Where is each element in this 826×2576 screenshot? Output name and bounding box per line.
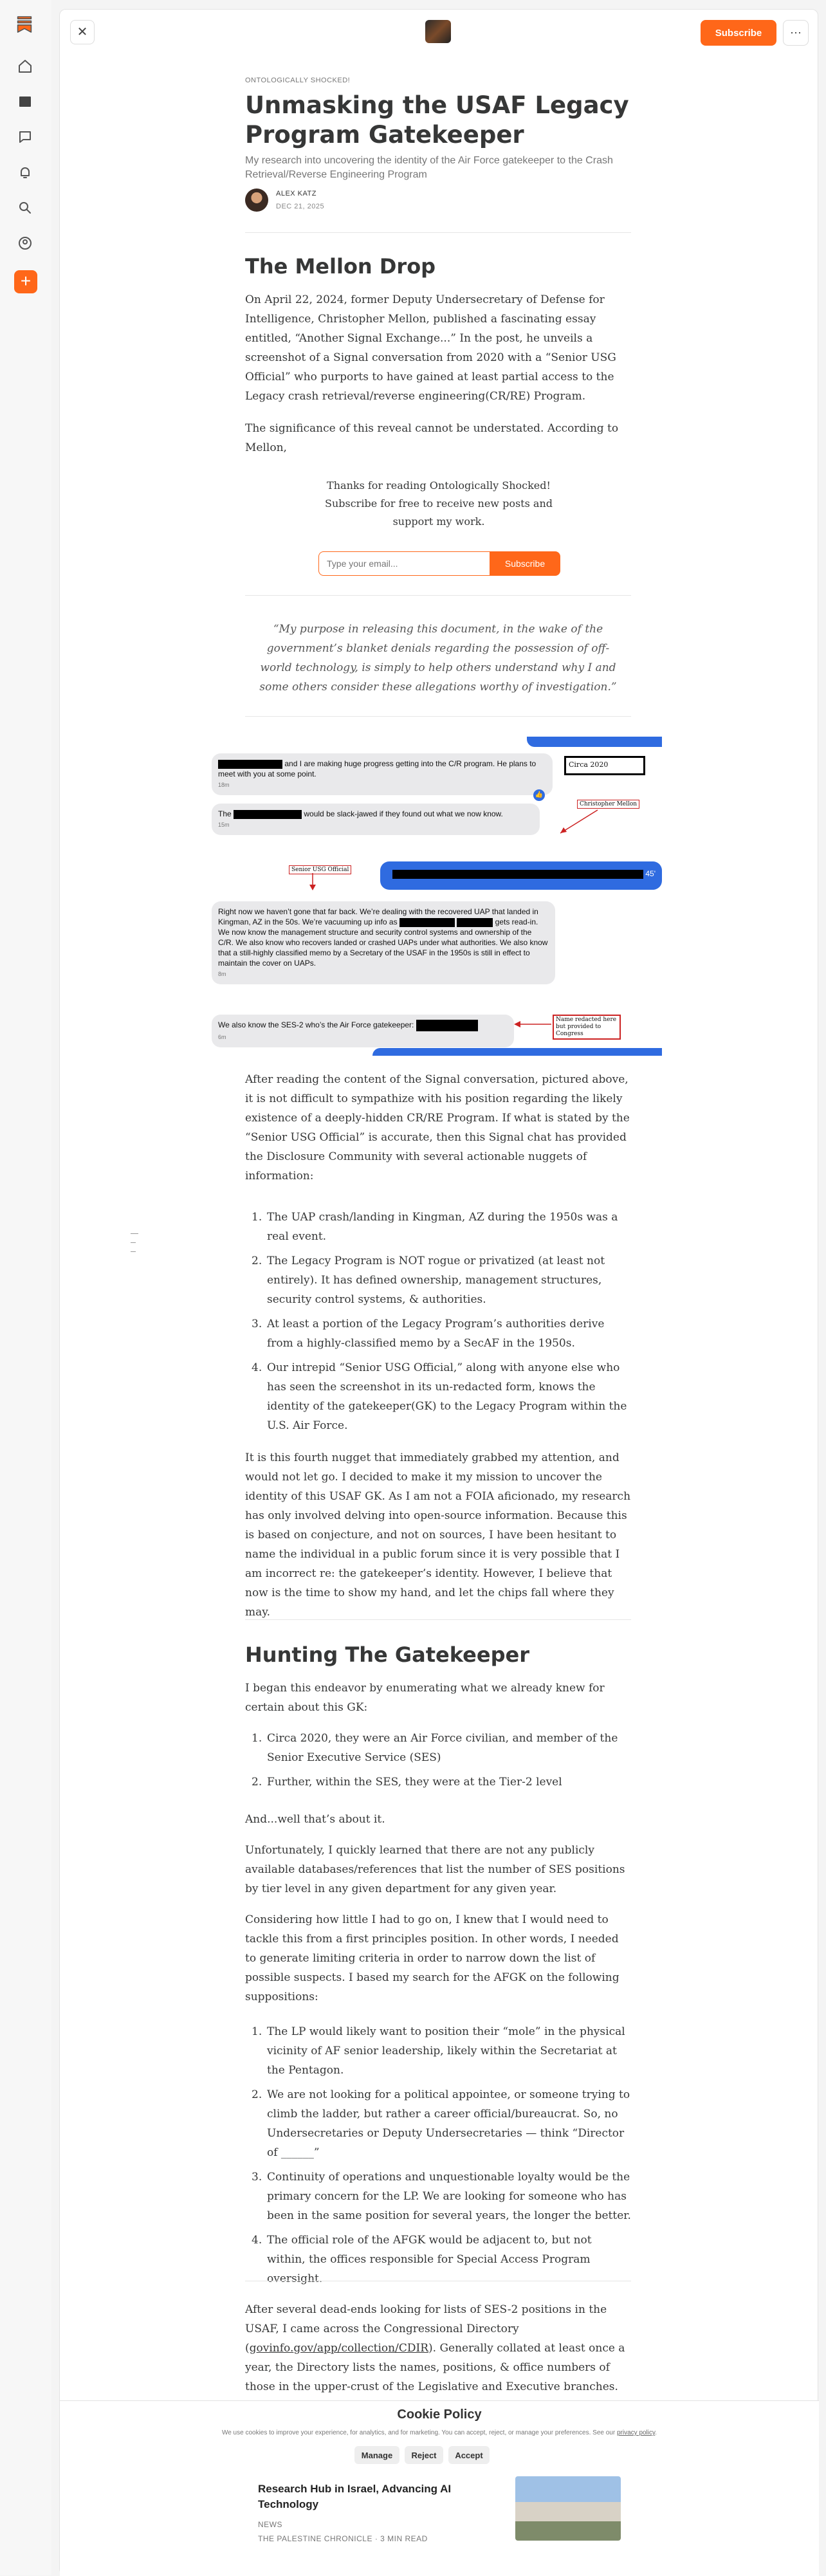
message-text: Right now we haven’t gone that far back. We’re dealing with the recovered UAP that landed in Kingman, AZ in the 50s. We’re vacuuming up info as xyxy=(218,907,538,926)
annotation-box: Circa 2020 xyxy=(564,756,645,775)
home-icon[interactable] xyxy=(15,57,35,76)
promo-meta: THE PALESTINE CHRONICLE · 3 MIN READ xyxy=(258,2534,428,2543)
cookie-manage-button[interactable]: Manage xyxy=(354,2446,399,2464)
list-item: 3. Continuity of operations and unquestionable loyalty would be the primary concern for the LP. We are looking for someone who has been in the same position for several years, the longer the better. xyxy=(252,2171,631,2222)
promo-category: NEWS xyxy=(258,2520,282,2529)
message-bubble xyxy=(212,753,553,795)
outgoing-message xyxy=(380,861,662,890)
redaction xyxy=(457,918,493,927)
list-item: 2. The Legacy Program is NOT rogue or privatized (at least not entirely). It has defined ownership, management structures, security control systems, & authorities. xyxy=(252,1255,605,1306)
annotation-label: Christopher Mellon xyxy=(577,800,639,809)
numbered-list xyxy=(245,1729,631,1792)
cdir-link[interactable]: govinfo.gov/app/collection/CDIR xyxy=(249,2342,428,2355)
chat-icon[interactable] xyxy=(15,127,35,147)
toc-marker[interactable] xyxy=(131,1242,136,1243)
subscribe-button[interactable]: Subscribe xyxy=(701,20,776,46)
recommended-article-card[interactable] xyxy=(60,2471,819,2576)
message-text: would be slack-jawed if they found out what we now know. xyxy=(304,809,503,818)
email-input[interactable] xyxy=(318,551,491,576)
list-item: 1. The LP would likely want to position their “mole” in the physical vicinity of AF senior leadership, likely within the Secretariat at the Pentagon. xyxy=(252,2025,625,2077)
search-icon[interactable] xyxy=(15,198,35,217)
message-text: The xyxy=(218,809,232,818)
numbered-list xyxy=(245,2022,631,2288)
list-item: 2. Further, within the SES, they were at the Tier-2 level xyxy=(252,1776,562,1789)
redaction xyxy=(234,810,302,819)
inbox-icon[interactable] xyxy=(15,92,35,111)
profile-icon[interactable] xyxy=(15,234,35,253)
paragraph: After several dead-ends looking for lists of SES-2 positions in the USAF, I came across the Congressional Directory (govinfo.gov/app/collection/CDIR). Generally collated at least once a year, the Directory lists the names, positions, & office numbers of those in the upper-crust of the Legislative and Executive branches. xyxy=(245,2303,625,2393)
subscribe-prompt: Thanks for reading Ontologically Shocked! Subscribe for free to receive new posts and support my work. xyxy=(325,479,553,528)
redaction xyxy=(218,760,282,769)
section-heading: Hunting The Gatekeeper xyxy=(245,1642,529,1667)
redaction xyxy=(416,1020,478,1031)
message-bubble xyxy=(212,901,555,984)
message-time: 15m xyxy=(218,822,230,828)
author-name[interactable]: ALEX KATZ xyxy=(276,190,317,198)
outgoing-message-edge xyxy=(527,737,662,747)
divider xyxy=(245,1619,631,1620)
close-button[interactable]: ✕ xyxy=(70,20,95,44)
message-time: 8m xyxy=(218,971,226,977)
create-post-button[interactable]: + xyxy=(14,270,37,293)
toc-marker[interactable] xyxy=(131,1233,138,1234)
message-time: 45' xyxy=(645,869,656,878)
bell-icon[interactable] xyxy=(15,163,35,182)
section-heading: The Mellon Drop xyxy=(245,254,436,279)
list-item: 1. The UAP crash/landing in Kingman, AZ during the 1950s was a real event. xyxy=(252,1211,618,1243)
cookie-title: Cookie Policy xyxy=(397,2407,482,2422)
divider xyxy=(245,232,631,233)
reaction-icon: 👍 xyxy=(533,789,545,801)
subscribe-email-button[interactable]: Subscribe xyxy=(490,551,560,576)
paragraph: I began this endeavor by enumerating what we already knew for certain about this GK: xyxy=(245,1682,605,1714)
paragraph: And...well that’s about it. xyxy=(245,1813,385,1826)
more-options-button[interactable]: ⋯ xyxy=(783,20,809,46)
outgoing-message-edge xyxy=(372,1048,662,1056)
top-bar xyxy=(60,10,819,55)
promo-image[interactable] xyxy=(515,2476,621,2541)
numbered-list xyxy=(245,1208,631,1435)
annotation-box: Name redacted here but provided to Congress xyxy=(553,1015,621,1040)
paragraph: Unfortunately, I quickly learned that there are not any publicly available databases/references that list the number of SES positions by tier level in any given department for any given year. xyxy=(245,1844,625,1895)
list-item: 3. At least a portion of the Legacy Program’s authorities derive from a highly-classified memo by a SecAF in the 1950s. xyxy=(252,1318,605,1350)
cookie-banner xyxy=(60,2400,819,2471)
left-rail xyxy=(0,0,51,2575)
divider xyxy=(245,595,631,596)
annotation-arrow xyxy=(513,1020,553,1029)
publication-logo[interactable] xyxy=(425,20,451,43)
list-item: 1. Circa 2020, they were an Air Force civilian, and member of the Senior Executive Service (SES) xyxy=(252,1732,618,1764)
redaction xyxy=(399,918,455,927)
list-item: 4. Our intrepid “Senior USG Official,” along with anyone else who has seen the screenshot in its un-redacted form, knows the identity of the gatekeeper(GK) to the Legacy Program within the U.S. Air Force. xyxy=(252,1361,627,1432)
message-bubble xyxy=(212,804,540,835)
post-date: DEC 21, 2025 xyxy=(276,203,325,210)
message-text: We also know the SES-2 who’s the Air Force gatekeeper: xyxy=(218,1020,414,1030)
author-avatar[interactable] xyxy=(245,189,268,212)
paragraph: It is this fourth nugget that immediately grabbed my attention, and would not let go. I decided to make it my mission to uncover the identity of this USAF GK. As I am not a FOIA aficionado, my research has only involved delving into open-source information. Because this is based on conjecture, and not on sources, I have been hesitant to name the individual in a public forum since it is very possible that I am incorrect re: the gatekeeper’s identity. However, I believe that now is the time to show my hand, and let the chips fall where they may. xyxy=(245,1451,631,1619)
promo-title[interactable]: Research Hub in Israel, Advancing AI Technology xyxy=(258,2483,452,2510)
message-time: 6m xyxy=(218,1034,226,1040)
reader-panel xyxy=(59,9,818,2575)
privacy-policy-link[interactable]: privacy policy xyxy=(616,2429,656,2436)
paragraph: The significance of this reveal cannot be understated. According to Mellon, xyxy=(245,422,619,454)
paragraph: After reading the content of the Signal conversation, pictured above, it is not difficult to sympathize with his position regarding the likely existence of a deeply-hidden CR/RE Program. If what is stated by the “Senior USG Official” is accurate, then this Signal chat has provided the Disclosure Community with several actionable nuggets of information: xyxy=(245,1073,630,1182)
message-text: gets read-in. We now know the management structure and security control systems and ownership of the C/R. We also know who recovers landed or crashed UAPs under what authorities. We also know that a still-highly classified memo by a Secretary of the USAF in the 1950s is still in effect to maintain the cover on UAPs. xyxy=(218,917,548,968)
article-title: Unmasking the USAF Legacy Program Gatekeeper xyxy=(245,91,629,149)
divider xyxy=(245,716,631,717)
annotation-label: Senior USG Official xyxy=(289,865,351,874)
message-text: and I are making huge progress getting into the C/R program. He plans to meet with you at some point. xyxy=(218,759,537,778)
cookie-text: We use cookies to improve your experience, for analytics, and for marketing. You can accept, reject, or manage your preferences. See our privacy policy. xyxy=(221,2429,657,2436)
publication-kicker[interactable]: ONTOLOGICALLY SHOCKED! xyxy=(245,77,351,84)
cookie-accept-button[interactable]: Accept xyxy=(448,2446,490,2464)
redaction xyxy=(392,870,643,879)
list-item: 4. The official role of the AFGK would be adjacent to, but not within, the offices responsible for Special Access Program oversight. xyxy=(252,2234,592,2285)
substack-logo-icon[interactable] xyxy=(17,17,32,32)
blockquote: “My purpose in releasing this document, in the wake of the government’s blanket denials regarding the possession of off-world technology, is simply to help others understand why I and some others consider these allegations worthy of investigation.” xyxy=(259,623,617,694)
message-bubble xyxy=(212,1015,514,1047)
toc-marker[interactable] xyxy=(131,1251,136,1252)
signal-screenshot[interactable] xyxy=(212,737,662,1054)
message-time: 18m xyxy=(218,782,230,788)
article-subtitle: My research into uncovering the identity of the Air Force gatekeeper to the Crash Retrieval/Reverse Engineering Program xyxy=(245,155,613,180)
paragraph: Considering how little I had to go on, I knew that I would need to tackle this from a first principles position. In other words, I needed to generate limiting criteria in order to narrow down the list of possible suspects. I based my search for the AFGK on the following suppositions: xyxy=(245,1913,620,2003)
paragraph: On April 22, 2024, former Deputy Undersecretary of Defense for Intelligence, Christopher Mellon, published a fascinating essay entitled, “Another Signal Exchange...” In the post, he unveils a screenshot of a Signal conversation from 2020 with a “Senior USG Official” who purports to have gained at least partial access to the Legacy crash retrieval/reverse engineering(CR/RE) Program. xyxy=(245,293,616,403)
annotation-arrow xyxy=(308,873,317,891)
list-item: 2. We are not looking for a political appointee, or someone trying to climb the ladder, but rather a career official/bureaucrat. So, no Undersecretaries or Deputy Undersecretaries — think “Director of ______” xyxy=(252,2088,630,2159)
annotation-arrow xyxy=(553,807,604,840)
cookie-reject-button[interactable]: Reject xyxy=(405,2446,443,2464)
